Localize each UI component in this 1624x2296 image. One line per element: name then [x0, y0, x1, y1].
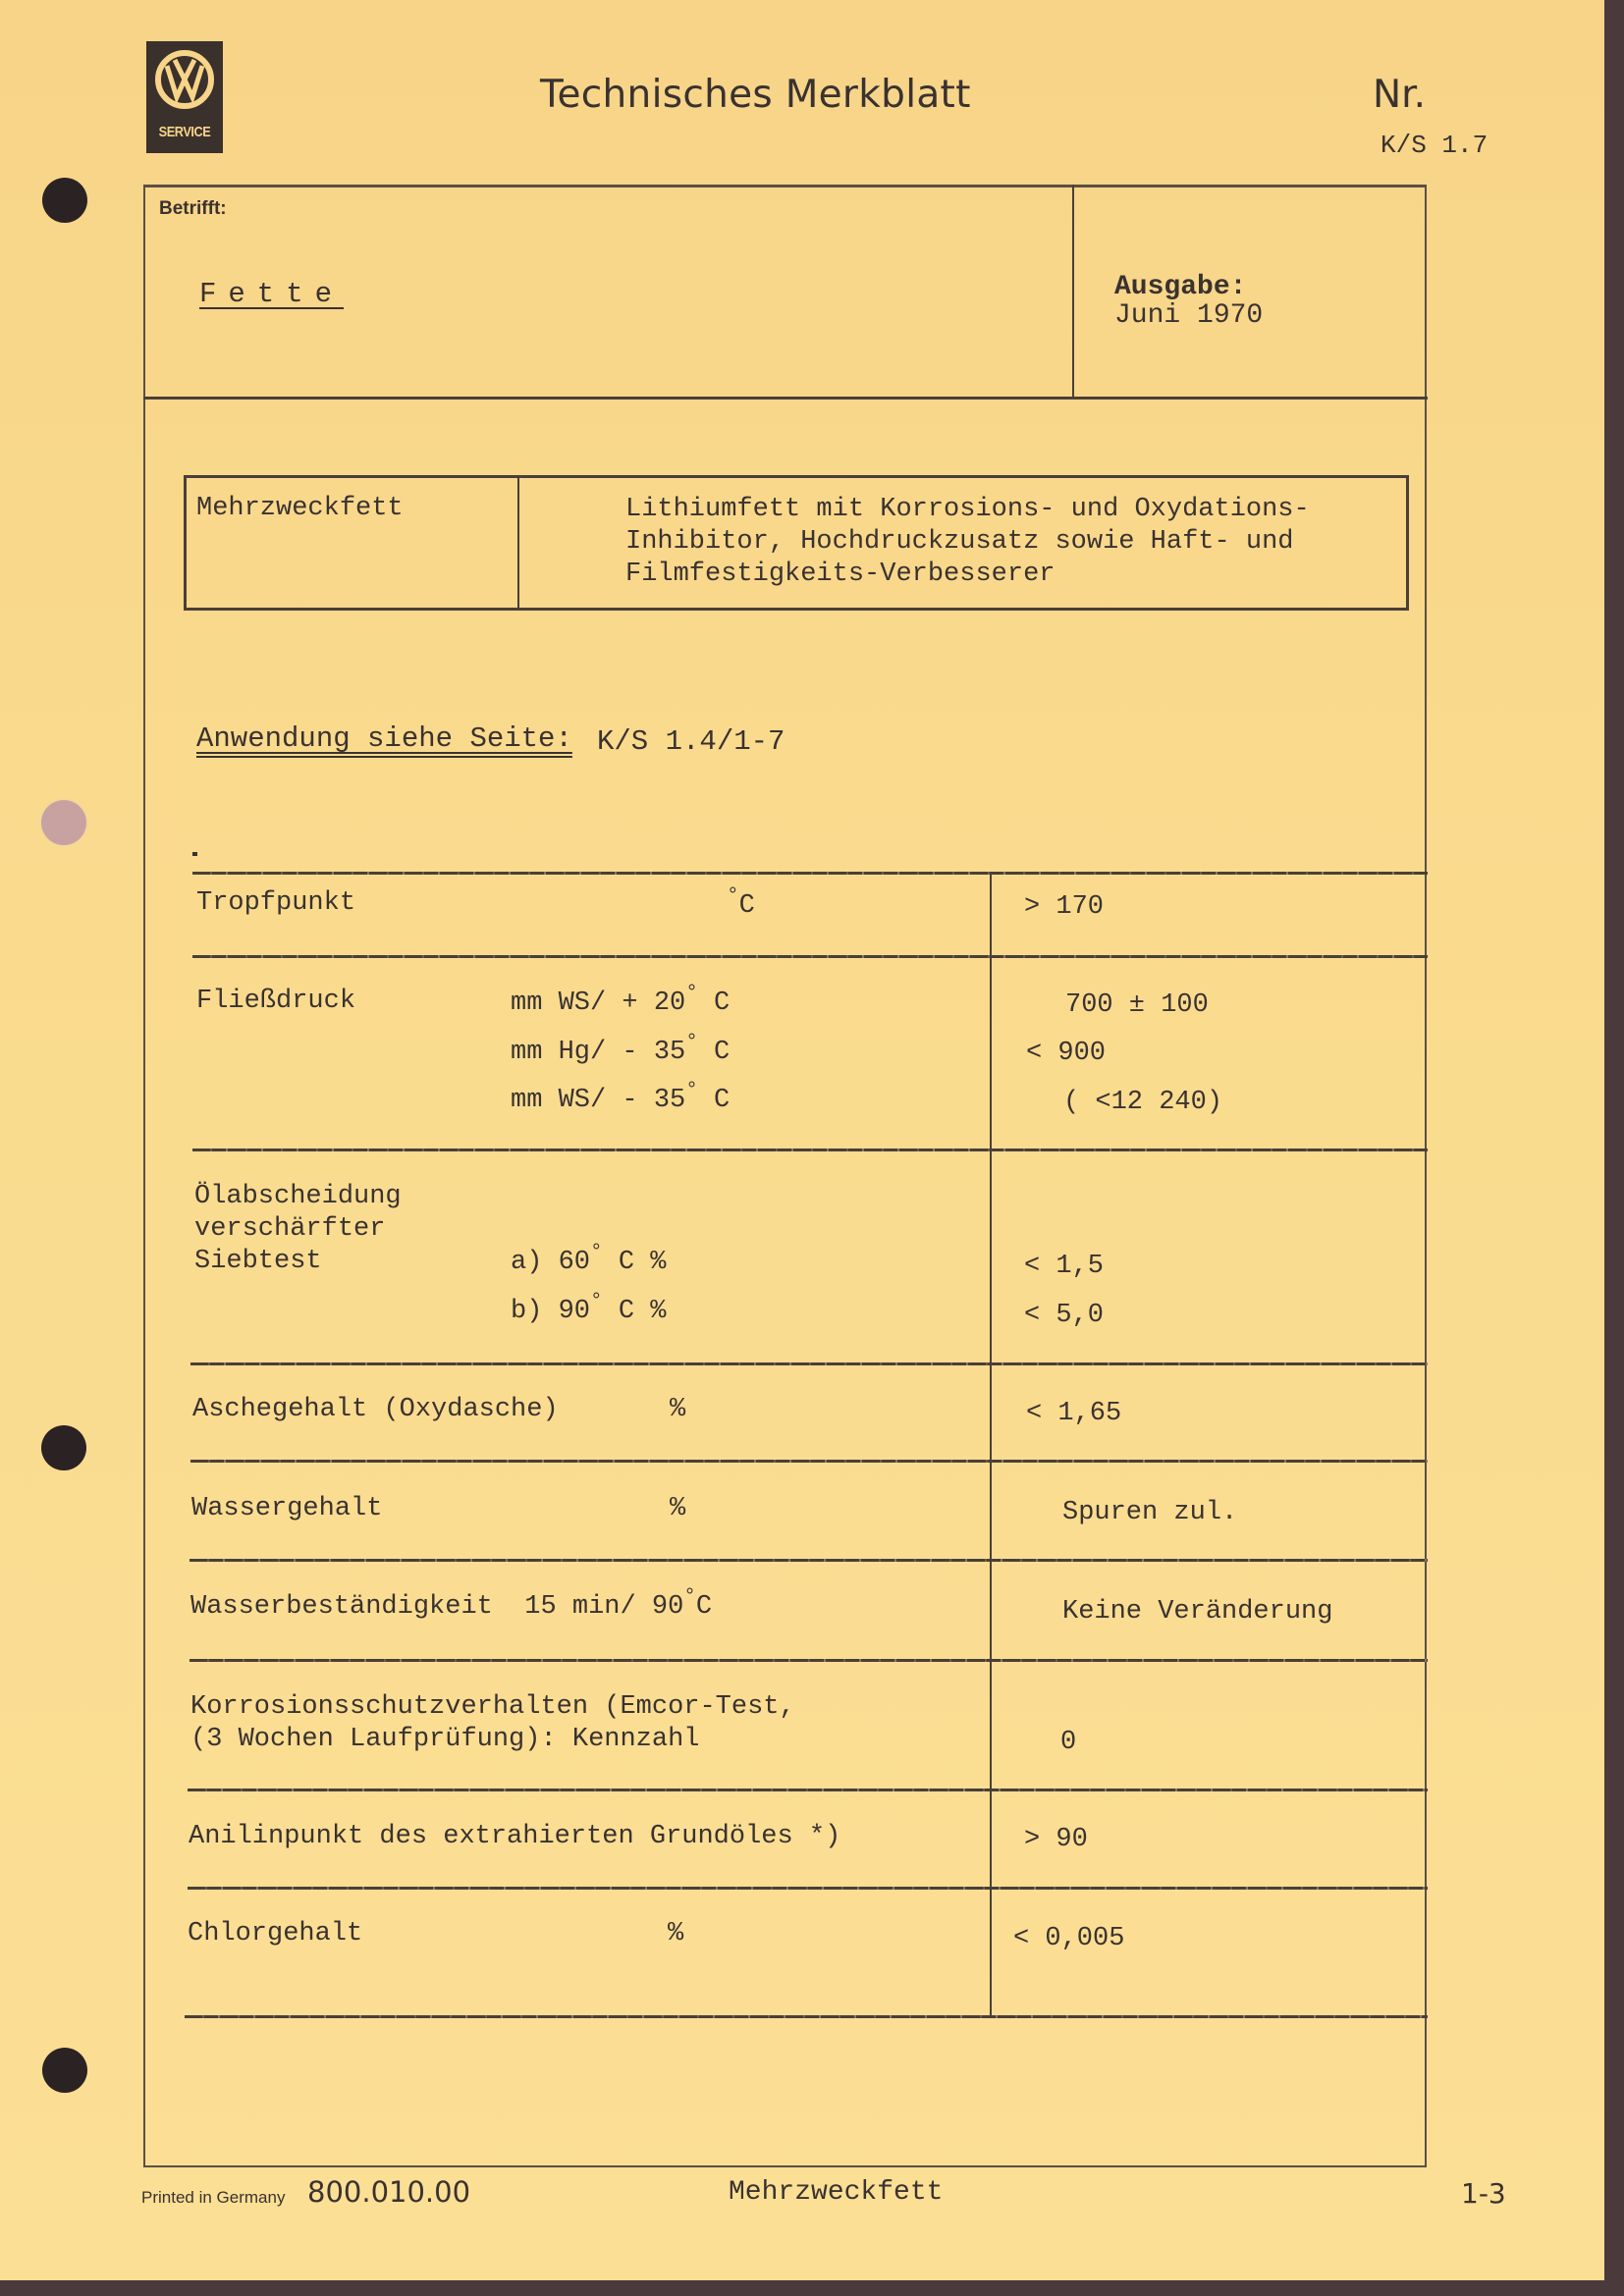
spec-property: Chlorgehalt	[188, 1919, 363, 1949]
stray-mark	[192, 852, 197, 856]
anwendung-reference: K/S 1.4/1-7	[597, 725, 785, 758]
spec-condition: %	[670, 1395, 686, 1424]
form-number: 800.010.00	[307, 2175, 471, 2209]
spec-value: > 170	[1024, 892, 1105, 922]
spec-property: Anilinpunkt des extrahierten Grundöles *)	[189, 1822, 841, 1851]
footer-product-name: Mehrzweckfett	[729, 2177, 944, 2208]
page-number: 1-3	[1461, 2177, 1506, 2210]
product-name: Mehrzweckfett	[196, 494, 404, 523]
punch-hole	[42, 2048, 87, 2093]
spec-condition: mm WS/ + 20° C	[511, 983, 731, 1018]
ausgabe-label: Ausgabe:	[1114, 272, 1247, 302]
spec-condition: %	[670, 1494, 686, 1523]
punch-hole	[41, 1425, 86, 1470]
vw-emblem-icon	[153, 46, 216, 113]
spec-property: Aschegehalt (Oxydasche)	[192, 1395, 559, 1424]
table-rule	[190, 1460, 1428, 1463]
document-title: Technisches Merkblatt	[540, 73, 971, 117]
degree-sign: °	[683, 1586, 696, 1609]
spec-value: < 0,005	[1013, 1924, 1125, 1953]
degree-sign: °	[590, 1291, 603, 1313]
document-number: K/S 1.7	[1380, 131, 1489, 160]
spec-value: < 5,0	[1024, 1301, 1105, 1330]
printed-in-germany: Printed in Germany	[141, 2188, 286, 2207]
table-rule	[188, 1789, 1428, 1791]
spec-condition: %	[668, 1919, 684, 1949]
spec-value: > 90	[1024, 1825, 1088, 1854]
header-column-divider	[1072, 185, 1074, 399]
degree-sign: °	[685, 983, 698, 1005]
spec-property: Wasserbeständigkeit 15 min/ 90°C	[190, 1586, 713, 1622]
table-rule	[189, 1659, 1428, 1662]
spec-property: Tropfpunkt	[196, 888, 356, 918]
anwendung-label: Anwendung siehe Seite:	[196, 722, 572, 755]
spec-condition: mm Hg/ - 35° C	[511, 1032, 731, 1067]
number-label: Nr.	[1373, 73, 1427, 117]
ausgabe-date: Juni 1970	[1114, 300, 1264, 331]
product-description: Lithiumfett mit Korrosions- und Oxydations- Inhibitor, Hochdruckzusatz sowie Haft- und Filmfestigkeits-Verbesserer	[625, 495, 1310, 589]
punch-hole	[41, 800, 86, 845]
table-column-divider	[990, 872, 992, 2018]
degree-sign: °	[685, 1080, 698, 1102]
spec-value: 700 ± 100	[1065, 990, 1209, 1020]
spec-property: Fließdruck	[196, 987, 356, 1016]
spec-value: ( <12 240)	[1063, 1088, 1223, 1117]
spec-property: Wassergehalt	[191, 1494, 383, 1523]
spec-value: < 1,5	[1024, 1252, 1105, 1281]
spec-value: < 1,65	[1026, 1399, 1122, 1428]
product-box-divider	[517, 475, 519, 611]
spec-condition: °C	[727, 885, 755, 921]
header-divider	[143, 397, 1428, 400]
punch-hole	[42, 178, 87, 223]
spec-condition: mm WS/ - 35° C	[511, 1080, 731, 1115]
spec-condition: b) 90° C %	[511, 1291, 667, 1326]
table-rule	[189, 1559, 1428, 1562]
vw-service-logo	[146, 41, 223, 153]
degree-sign: °	[590, 1242, 603, 1264]
table-rule	[185, 2015, 1428, 2018]
spec-property: Korrosionsschutzverhalten (Emcor-Test, (3 Wochen Laufprüfung): Kennzahl	[190, 1692, 795, 1754]
table-rule	[190, 1362, 1428, 1365]
spec-value: Keine Veränderung	[1062, 1597, 1333, 1627]
table-rule	[188, 1887, 1428, 1890]
table-rule	[192, 1148, 1428, 1151]
spec-value: < 900	[1026, 1039, 1107, 1068]
degree-sign: °	[685, 1032, 698, 1054]
spec-value: 0	[1060, 1728, 1077, 1757]
table-rule	[192, 872, 1428, 875]
betrifft-label: Betrifft:	[159, 198, 227, 219]
table-rule	[192, 955, 1428, 958]
spec-property: Ölabscheidung verschärfter Siebtest	[194, 1182, 402, 1276]
logo-service-text: SERVICE	[158, 124, 211, 140]
spec-condition: a) 60° C %	[511, 1242, 667, 1277]
subject-title: Fette	[199, 278, 345, 310]
spec-value: Spuren zul.	[1062, 1498, 1238, 1527]
